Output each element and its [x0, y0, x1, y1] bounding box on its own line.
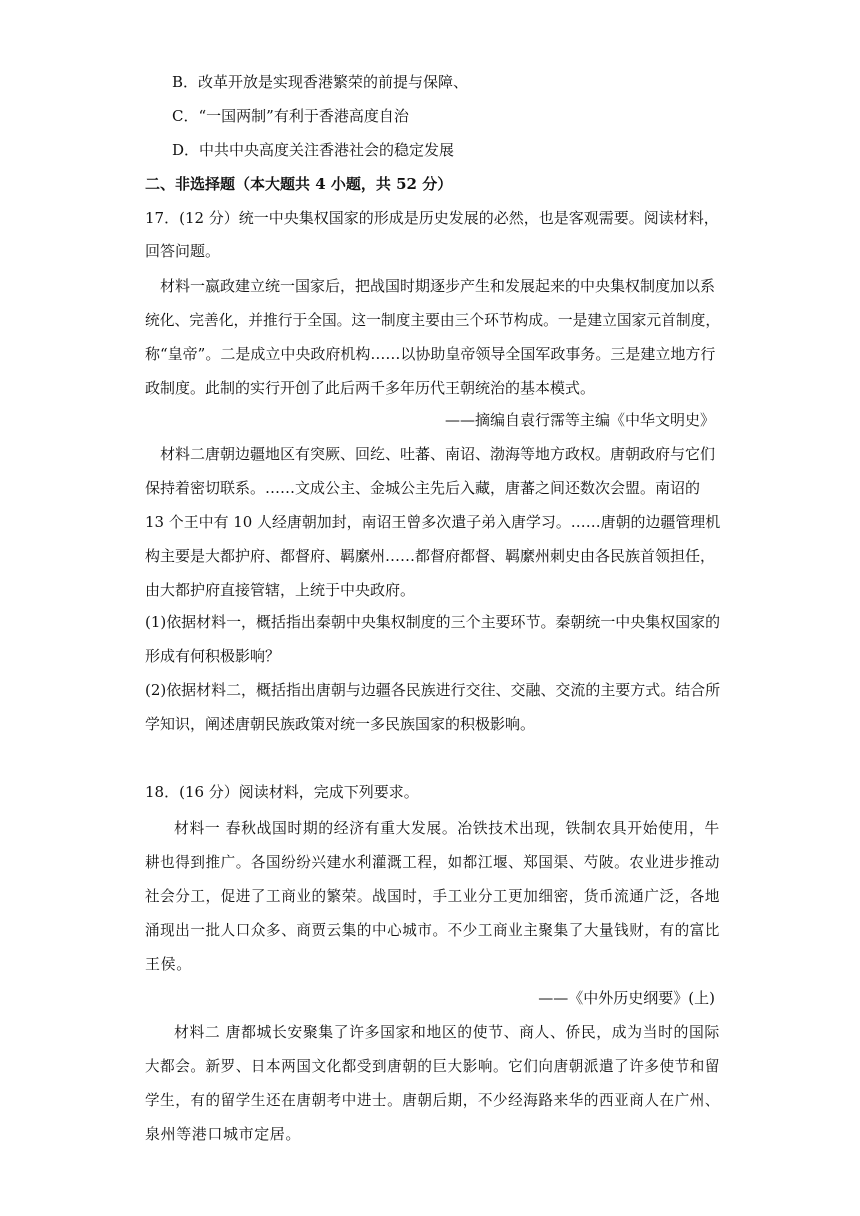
q18-material2-line: 大都会。新罗、日本两国文化都受到唐朝的巨大影响。它们向唐朝派遣了许多使节和留: [145, 1057, 721, 1075]
q18-material1-line: 材料一 春秋战国时期的经济有重大发展。冶铁技术出现，铁制农具开始使用，牛: [174, 819, 720, 837]
q17-material1-line: 政制度。此制的实行开创了此后两千多年历代王朝统治的基本模式。: [145, 379, 596, 397]
q17-material1-line: 称“皇帝”。二是成立中央政府机构……以协助皇帝领导全国军政事务。三是建立地方行: [145, 345, 716, 363]
q18-material2-line: 学生，有的留学生还在唐朝考中进士。唐朝后期，不少经海路来华的西亚商人在广州、: [145, 1091, 721, 1109]
q18-stem: 18．(16 分）阅读材料，完成下列要求。: [145, 783, 419, 801]
q17-material1-source: ——摘编自袁行霈等主编《中华文明史》: [444, 411, 715, 429]
option-c: C．“一国两制”有利于香港高度自治: [172, 107, 409, 125]
q17-subquestion2-line2: 学知识，阐述唐朝民族政策对统一多民族国家的积极影响。: [145, 715, 536, 733]
q17-material2-line: 13 个王中有 10 人经唐朝加封，南诏王曾多次遣子弟入唐学习。……唐朝的边疆管理机: [145, 513, 721, 531]
q17-material1-line: 统化、完善化，并推行于全国。这一制度主要由三个环节构成。一是建立国家元首制度，: [145, 311, 721, 329]
q17-material2-line: 构主要是大都护府、都督府、羁縻州……都督府都督、羁縻州刺史由各民族首领担任，: [145, 547, 716, 565]
section-title: 二、非选择题（本大题共 4 小题，共 52 分）: [145, 175, 453, 193]
q17-subquestion2-line1: (2)依据材料二，概括指出唐朝与边疆各民族进行交往、交融、交流的主要方式。结合所: [145, 681, 721, 699]
q18-material1-line: 王侯。: [145, 955, 192, 973]
q17-stem-line2: 回答问题。: [145, 242, 221, 260]
q18-material2-line: 材料二 唐都城长安聚集了许多国家和地区的使节、商人、侨民，成为当时的国际: [174, 1023, 720, 1041]
q18-material2-line: 泉州等港口城市定居。: [145, 1125, 302, 1143]
q17-material1-line: 材料一嬴政建立统一国家后，把战国时期逐步产生和发展起来的中央集权制度加以系: [160, 277, 716, 295]
q17-material2-line: 由大都护府直接管辖，上统于中央政府。: [145, 581, 416, 599]
option-d: D．中共中央高度关注香港社会的稳定发展: [172, 141, 455, 159]
q17-subquestion1-line1: (1)依据材料一，概括指出秦朝中央集权制度的三个主要环节。秦朝统一中央集权国家的: [145, 613, 721, 631]
q17-material2-line: 保持着密切联系。……文成公主、金城公主先后入藏，唐蕃之间还数次会盟。南诏的: [145, 479, 701, 497]
q18-material1-line: 社会分工，促进了工商业的繁荣。战国时，手工业分工更加细密，货币流通广泛，各地: [145, 887, 721, 905]
q17-material2-line: 材料二唐朝边疆地区有突厥、回纥、吐蕃、南诏、渤海等地方政权。唐朝政府与它们: [160, 445, 716, 463]
q17-stem-line1: 17．(12 分）统一中央集权国家的形成是历史发展的必然，也是客观需要。阅读材料，: [145, 209, 719, 227]
q17-subquestion1-line2: 形成有何积极影响？: [145, 647, 281, 665]
option-b: B．改革开放是实现香港繁荣的前提与保障、: [172, 73, 469, 91]
q18-material1-line: 耕也得到推广。各国纷纷兴建水利灌溉工程，如都江堰、郑国渠、芍陂。农业进步推动: [145, 853, 721, 871]
q18-material1-source: ——《中外历史纲要》(上): [538, 989, 715, 1007]
q18-material1-line: 涌现出一批人口众多、商贾云集的中心城市。不少工商业主聚集了大量钱财，有的富比: [145, 921, 721, 939]
